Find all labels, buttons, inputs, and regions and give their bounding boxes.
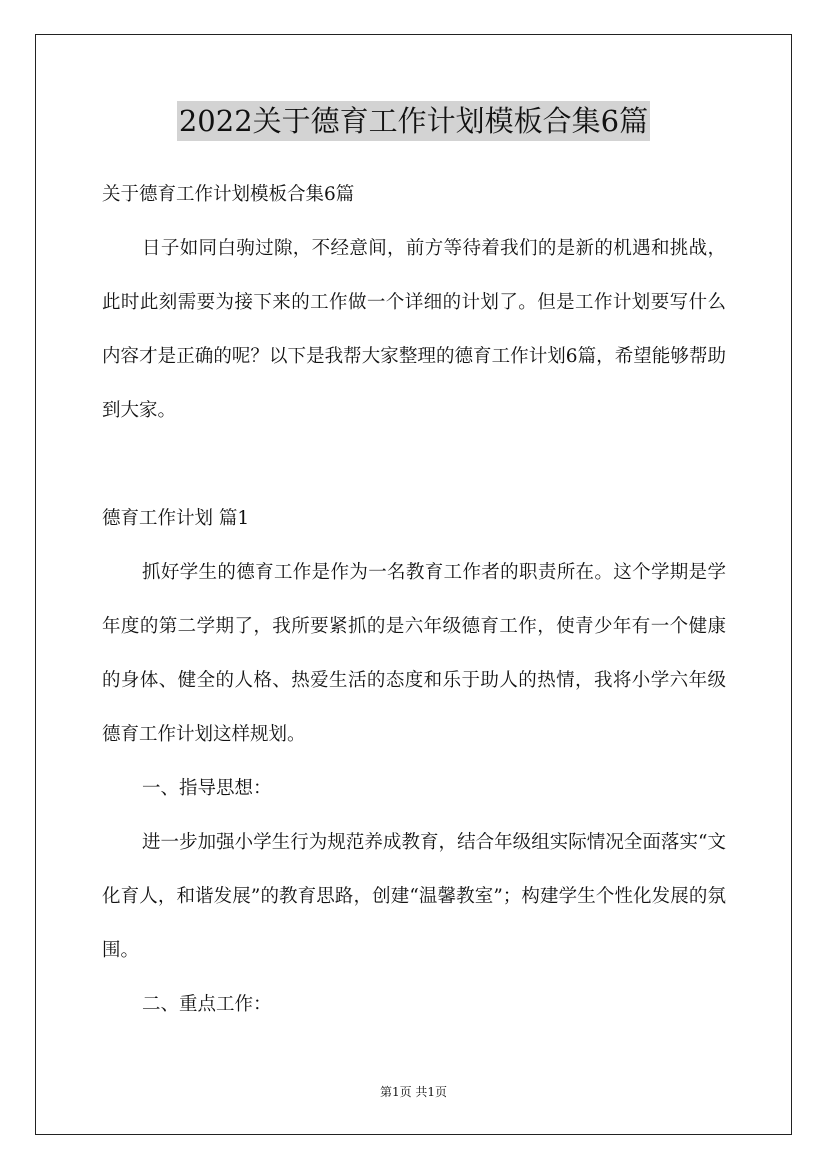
- heading-key-work: 二、重点工作：: [142, 994, 272, 1015]
- heading-guiding-thought: 一、指导思想：: [142, 778, 272, 799]
- body-paragraph-2: 进一步加强小学生行为规范养成教育，结合年级组实际情况全面落实“文化育人，和谐发展”的教育思路，创建“温馨教室”；构建学生个性化发展的氛围。: [102, 832, 726, 961]
- document-subtitle: 关于德育工作计划模板合集6篇: [102, 184, 355, 205]
- title-container: [0, 101, 827, 141]
- intro-paragraph: 日子如同白驹过隙，不经意间，前方等待着我们的是新的机遇和挑战，此时此刻需要为接下来的工作做一个详细的计划了。但是工作计划要写什么内容才是正确的呢？以下是我帮大家整理的德育工作计划6篇，希望能够帮助到大家。: [102, 238, 726, 421]
- section-heading: 德育工作计划 篇1: [102, 508, 250, 529]
- document-title: 2022关于德育工作计划模板合集6篇: [177, 101, 650, 141]
- body-paragraph-1: 抓好学生的德育工作是作为一名教育工作者的职责所在。这个学期是学年度的第二学期了，我所要紧抓的是六年级德育工作，使青少年有一个健康的身体、健全的人格、热爱生活的态度和乐于助人的热情，我将小学六年级德育工作计划这样规划。: [102, 562, 726, 745]
- page-footer: 第1页 共1页: [379, 1085, 448, 1099]
